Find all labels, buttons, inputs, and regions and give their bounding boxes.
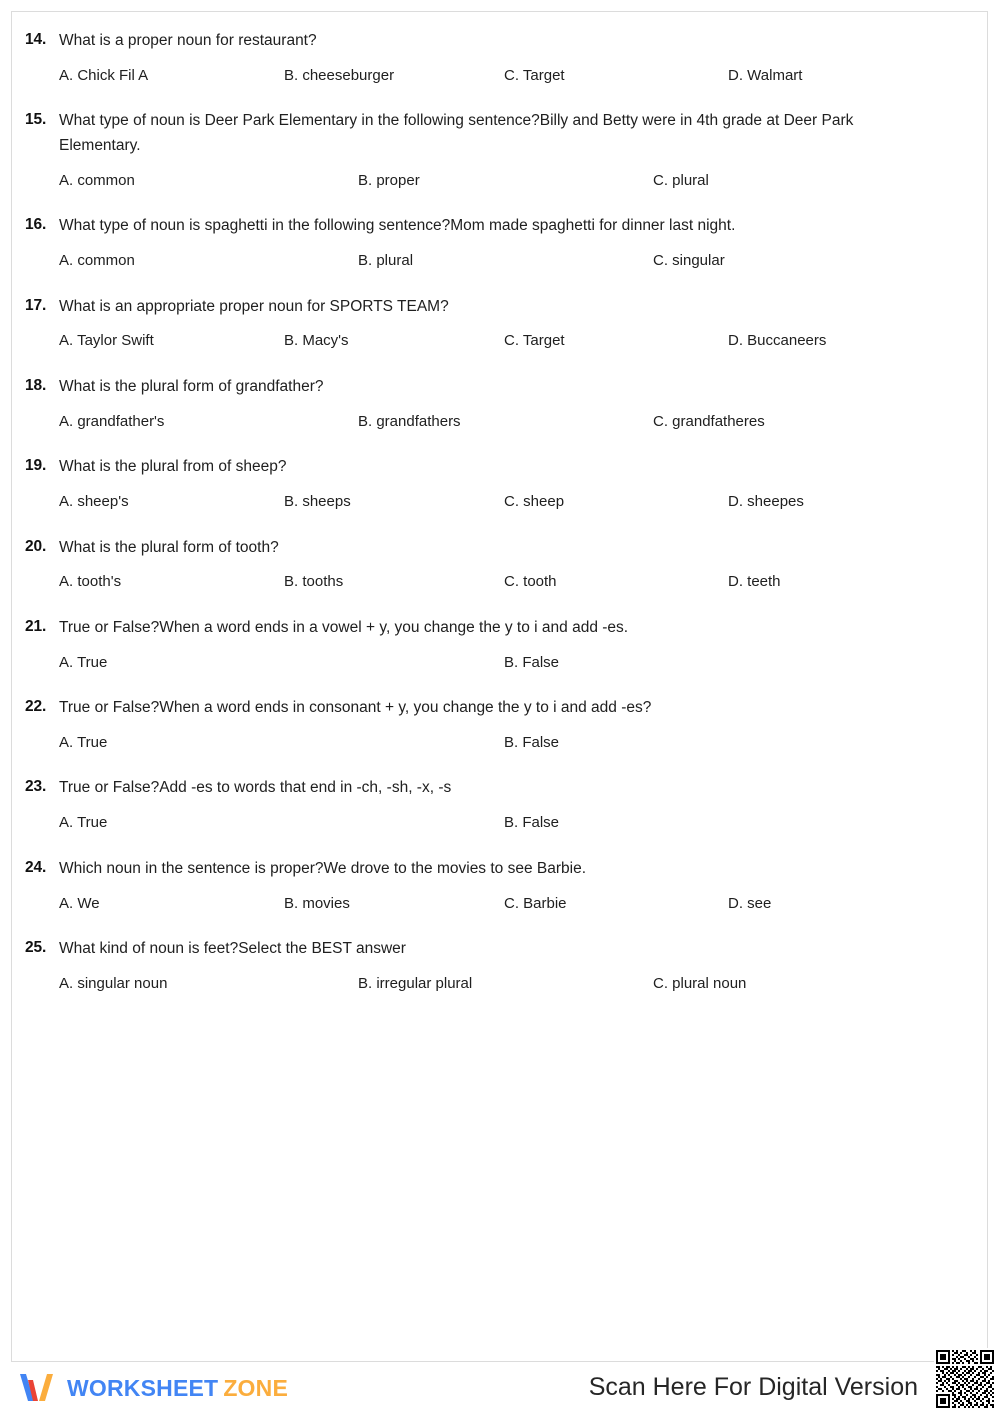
answer-options — [12, 250, 969, 273]
question-header — [12, 937, 969, 962]
answer-option[interactable]: A. True — [59, 814, 108, 832]
question-header — [12, 776, 969, 801]
question-header — [12, 536, 969, 561]
answer-option[interactable]: B. irregular plural — [358, 974, 473, 992]
scan-instruction-text: Scan Here For Digital Version — [588, 1373, 918, 1401]
question-text: True or False?When a word ends in a vowel + y, you change the y to i and add -es. — [59, 618, 629, 636]
logo-word-zone: ZONE — [223, 1374, 289, 1401]
question-number: 23. — [25, 778, 47, 796]
question-number: 15. — [25, 111, 47, 129]
logo-wordmark — [67, 1374, 289, 1401]
question-number: 21. — [25, 617, 47, 635]
answer-option[interactable]: B. grandfathers — [358, 412, 461, 430]
question-text: What type of noun is Deer Park Elementary in the following sentence?Billy and Betty were in 4th grade at Deer Park Elementary. — [59, 112, 854, 155]
answer-option[interactable]: C. sheep — [504, 493, 565, 511]
question-item — [12, 375, 987, 433]
answer-option[interactable]: B. False — [504, 814, 560, 832]
answer-option[interactable]: C. Target — [504, 66, 565, 84]
answer-option[interactable]: A. singular noun — [59, 974, 168, 992]
worksheet-page — [11, 11, 988, 1362]
question-item — [12, 937, 987, 995]
qr-code-icon[interactable] — [934, 1348, 996, 1410]
answer-option[interactable]: C. Target — [504, 332, 565, 350]
answer-option[interactable]: B. proper — [358, 171, 420, 189]
question-header — [12, 696, 969, 721]
answer-option[interactable]: D. sheepes — [728, 493, 804, 511]
worksheet-zone-logo[interactable] — [17, 1368, 288, 1408]
answer-options — [12, 732, 969, 755]
answer-option[interactable]: D. see — [728, 894, 772, 912]
question-text: True or False?When a word ends in consonant + y, you change the y to i and add -es? — [59, 699, 652, 717]
answer-options — [12, 973, 969, 996]
answer-option[interactable]: A. common — [59, 252, 135, 270]
question-number: 22. — [25, 698, 47, 716]
answer-option[interactable]: A. We — [59, 894, 100, 912]
answer-options — [12, 65, 969, 88]
question-header — [12, 857, 969, 882]
question-number: 14. — [25, 31, 47, 48]
answer-options — [12, 491, 969, 514]
question-item — [12, 536, 987, 594]
answer-options — [12, 330, 969, 353]
question-text: Which noun in the sentence is proper?We drove to the movies to see Barbie. — [59, 859, 587, 877]
question-header — [12, 109, 969, 159]
answer-option[interactable]: C. Barbie — [504, 894, 567, 912]
question-text: What type of noun is spaghetti in the following sentence?Mom made spaghetti for dinner last night. — [59, 217, 736, 235]
answer-option[interactable]: B. Macy's — [284, 332, 349, 350]
answer-options — [12, 411, 969, 434]
question-text: What is the plural from of sheep? — [59, 458, 287, 476]
logo-word-worksheet: WORKSHEET — [67, 1374, 219, 1401]
question-text: What is a proper noun for restaurant? — [59, 32, 317, 49]
answer-option[interactable]: C. plural noun — [653, 974, 747, 992]
worksheet-zone-mark-icon — [17, 1371, 57, 1405]
question-header — [12, 455, 969, 480]
answer-option[interactable]: B. sheeps — [284, 493, 351, 511]
answer-option[interactable]: D. Walmart — [728, 66, 803, 84]
question-item — [12, 109, 987, 192]
answer-option[interactable]: A. Taylor Swift — [59, 332, 154, 350]
answer-options — [12, 571, 969, 594]
answer-option[interactable]: A. grandfather's — [59, 412, 165, 430]
answer-option[interactable]: B. cheeseburger — [284, 66, 395, 84]
answer-option[interactable]: A. True — [59, 733, 108, 751]
answer-option[interactable]: B. movies — [284, 894, 350, 912]
question-header — [12, 214, 969, 239]
answer-option[interactable]: B. plural — [358, 252, 414, 270]
question-number: 24. — [25, 858, 47, 876]
question-text: True or False?Add -es to words that end in -ch, -sh, -x, -s — [59, 779, 452, 797]
question-item — [12, 616, 987, 674]
answer-options — [12, 893, 969, 916]
answer-option[interactable]: A. tooth's — [59, 573, 122, 591]
question-number: 25. — [25, 939, 47, 957]
question-text: What is an appropriate proper noun for SPORTS TEAM? — [59, 297, 449, 315]
question-number: 16. — [25, 216, 47, 234]
question-item — [12, 214, 987, 272]
answer-option[interactable]: A. Chick Fil A — [59, 66, 149, 84]
question-number: 17. — [25, 296, 47, 314]
question-item — [12, 295, 987, 353]
answer-option[interactable]: B. False — [504, 653, 560, 671]
question-list — [12, 12, 987, 1017]
question-item — [12, 857, 987, 915]
answer-option[interactable]: B. False — [504, 733, 560, 751]
question-header — [12, 616, 969, 641]
question-item — [12, 29, 987, 87]
answer-option[interactable]: B. tooths — [284, 573, 344, 591]
answer-option[interactable]: C. plural — [653, 171, 709, 189]
question-text: What is the plural form of tooth? — [59, 538, 279, 556]
question-text: What kind of noun is feet?Select the BEST answer — [59, 940, 406, 958]
question-header — [12, 29, 969, 54]
question-text: What is the plural form of grandfather? — [59, 377, 324, 395]
answer-option[interactable]: C. tooth — [504, 573, 557, 591]
question-number: 19. — [25, 457, 47, 475]
page-footer — [0, 1362, 1000, 1414]
answer-option[interactable]: C. singular — [653, 252, 725, 270]
question-item — [12, 776, 987, 834]
question-item — [12, 696, 987, 754]
answer-option[interactable]: A. common — [59, 171, 135, 189]
question-number: 20. — [25, 537, 47, 555]
answer-options — [12, 812, 969, 835]
answer-option[interactable]: C. grandfatheres — [653, 412, 765, 430]
answer-options — [12, 170, 969, 193]
answer-option[interactable]: D. teeth — [728, 573, 781, 591]
question-header — [12, 375, 969, 400]
answer-options — [12, 652, 969, 675]
question-number: 18. — [25, 376, 47, 394]
answer-option[interactable]: A. sheep's — [59, 493, 129, 511]
question-header — [12, 295, 969, 320]
question-item — [12, 455, 987, 513]
answer-option[interactable]: D. Buccaneers — [728, 332, 827, 350]
answer-option[interactable]: A. True — [59, 653, 108, 671]
